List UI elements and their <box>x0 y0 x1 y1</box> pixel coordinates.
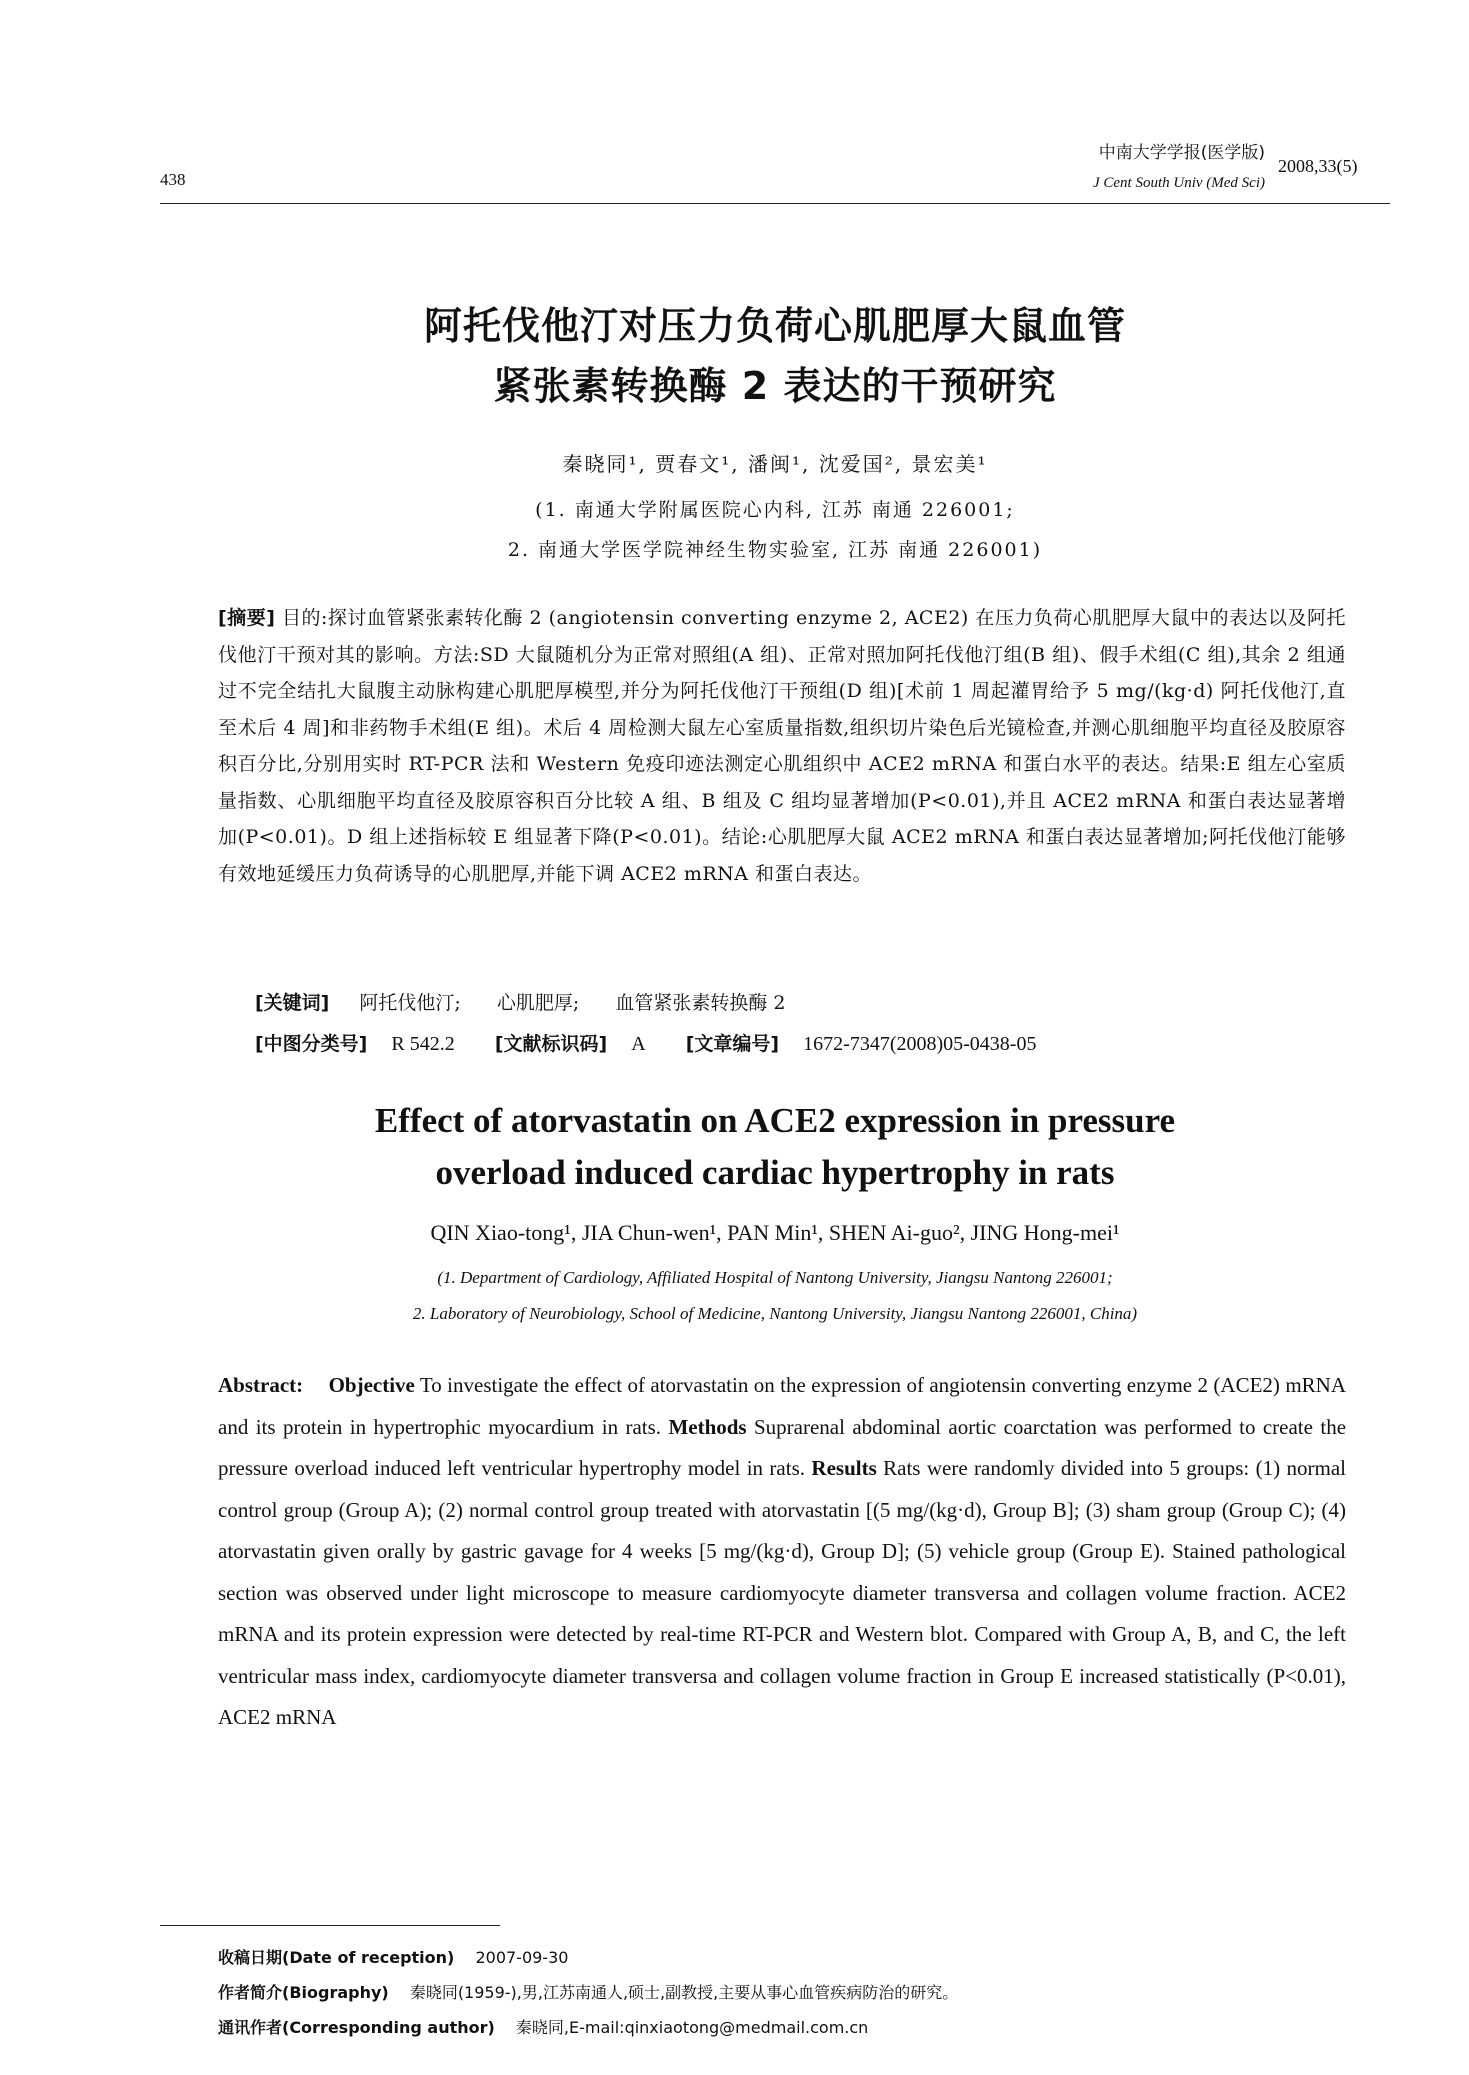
methods-text: Suprarenal abdominal aortic coarctation was performed to create the pressure overload induced left ventricular hypertrophy model in rats. <box>218 1414 1347 1480</box>
header-divider <box>160 203 1390 204</box>
chinese-keywords-label: [关键词] <box>255 992 330 1014</box>
english-abstract-label: Abstract: <box>218 1373 304 1397</box>
chinese-title <box>160 296 1390 416</box>
doc-code-label: [文献标识码] <box>494 1033 608 1055</box>
article-number-value: 1672-7347(2008)05-0438-05 <box>803 1033 1037 1055</box>
methods-label: Methods <box>668 1414 747 1439</box>
page-number: 438 <box>160 170 186 189</box>
journal-name-cn: 中南大学学报(医学版) <box>1098 143 1265 163</box>
english-authors: QIN Xiao-tong¹, JIA Chun-wen¹, PAN Min¹, SHEN Ai-guo², JING Hong-mei¹ <box>430 1220 1120 1245</box>
corresponding-label: 通讯作者(Corresponding author) <box>218 2018 495 2037</box>
footnote-biography <box>218 1975 1348 2010</box>
footnote-received <box>218 1940 1348 1975</box>
received-label: 收稿日期(Date of reception) <box>218 1948 455 1967</box>
chinese-affiliation-line: (1. 南通大学附属医院心内科, 江苏 南通 226001; <box>535 499 1015 521</box>
received-value: 2007-09-30 <box>475 1948 569 1967</box>
footnote-divider <box>160 1925 500 1926</box>
chinese-title-line: 紧张素转换酶 2 表达的干预研究 <box>493 364 1057 408</box>
chinese-abstract <box>218 600 1346 892</box>
objective-label: Objective <box>328 1373 415 1397</box>
classification-line <box>255 1026 1355 1062</box>
chinese-title-line: 阿托伐他汀对压力负荷心肌肥厚大鼠血管 <box>423 304 1126 348</box>
corresponding-value: 秦晓同,E-mail:qinxiaotong@medmail.com.cn <box>515 2018 869 2037</box>
clc-value: R 542.2 <box>391 1033 455 1055</box>
english-title-line: overload induced cardiac hypertrophy in rats <box>435 1153 1115 1192</box>
journal-name-en: J Cent South Univ (Med Sci) <box>1092 175 1265 191</box>
english-title <box>160 1095 1390 1199</box>
chinese-keywords <box>255 985 1355 1021</box>
english-abstract <box>218 1365 1346 1739</box>
article-number-label: [文章编号] <box>685 1033 780 1055</box>
chinese-abstract-label: [摘要] <box>218 607 276 629</box>
clc-label: [中图分类号] <box>255 1033 368 1055</box>
chinese-affiliation-line: 2. 南通大学医学院神经生物实验室, 江苏 南通 226001) <box>507 539 1043 561</box>
chinese-abstract-text: 目的:探讨血管紧张素转化酶 2 (angiotensin converting enzyme 2, ACE2) 在压力负荷心肌肥厚大鼠中的表达以及阿托伐他汀干预对其的影响。方法:SD 大鼠随机分为正常对照组(A 组)、正常对照加阿托伐他汀组(B 组)、假手术组(C 组),其余 2 组通过不完全结扎大鼠腹主动脉构建心肌肥厚模型,并分为阿托伐他汀干预组(D 组)[术前 1 周起灌胃给予 5 mg/(kg·d) 阿托伐他汀,直至术后 4 周]和非药物手术组(E 组)。术后 4 周检测大鼠左心室质量指数,组织切片染色后光镜检查,并测心肌细胞平均直径及胶原容积百分比,分别用实时 RT-PCR 法和 Western 免疫印迹法测定心肌组织中 ACE2 mRNA 和蛋白水平的表达。结果:E 组左心室质量指数、心肌细胞平均直径及胶原容积百分比较 A 组、B 组及 C 组均显著增加(P<0.01),并且 ACE2 mRNA 和蛋白表达显著增加(P<0.01)。D 组上述指标较 E 组显著下降(P<0.01)。结论:心肌肥厚大鼠 ACE2 mRNA 和蛋白表达显著增加;阿托伐他汀能够有效地延缓压力负荷诱导的心肌肥厚,并能下调 ACE2 mRNA 和蛋白表达。 <box>218 607 1346 885</box>
chinese-affiliations <box>160 490 1390 570</box>
english-title-line: Effect of atorvastatin on ACE2 expression in pressure <box>374 1101 1176 1140</box>
keyword: 血管紧张素转换酶 2 <box>615 992 786 1014</box>
footnote-corresponding <box>218 2010 1348 2045</box>
journal-name <box>980 138 1265 198</box>
chinese-authors: 秦晓同¹, 贾春文¹, 潘闽¹, 沈爱国², 景宏美¹ <box>562 452 988 476</box>
english-affiliation-line: 2. Laboratory of Neurobiology, School of Medicine, Nantong University, Jiangsu Nantong 226001, China) <box>412 1304 1138 1323</box>
doc-code-value: A <box>631 1033 646 1055</box>
results-text: Rats were randomly divided into 5 groups: (1) normal control group (Group A); (2) normal control group treated with atorvastatin [(5 mg/(kg·d), Group B]; (3) sham group (Group C); (4) atorvastatin given orally by gastric gavage for 4 weeks [5 mg/(kg·d), Group D]; (5) vehicle group (Group E). Stained pathological section was observed under light microscope to measure cardiomyocyte diameter transversa and collagen volume fraction. ACE2 mRNA and its protein expression were detected by real-time RT-PCR and Western blot. Compared with Group A, B, and C, the left ventricular mass index, cardiomyocyte diameter transversa and collagen volume fraction in Group E increased statistically (P<0.01), ACE2 mRNA <box>218 1456 1347 1729</box>
english-affiliation-line: (1. Department of Cardiology, Affiliated Hospital of Nantong University, Jiangsu Nantong 226001; <box>437 1268 1113 1287</box>
keyword: 阿托伐他汀; <box>359 992 461 1014</box>
biography-value: 秦晓同(1959-),男,江苏南通人,硕士,副教授,主要从事心血管疾病防治的研究。 <box>409 1983 959 2002</box>
biography-label: 作者简介(Biography) <box>218 1983 389 2002</box>
keyword: 心肌肥厚; <box>496 992 580 1014</box>
results-label: Results <box>811 1456 877 1480</box>
journal-volume: 2008,33(5) <box>1278 156 1358 176</box>
footnotes <box>218 1940 1348 2045</box>
objective-text: To investigate the effect of atorvastatin on the expression of angiotensin converting enzyme 2 (ACE2) mRNA and its protein in hypertrophic myocardium in rats. <box>218 1373 1347 1439</box>
english-affiliations <box>160 1260 1390 1332</box>
